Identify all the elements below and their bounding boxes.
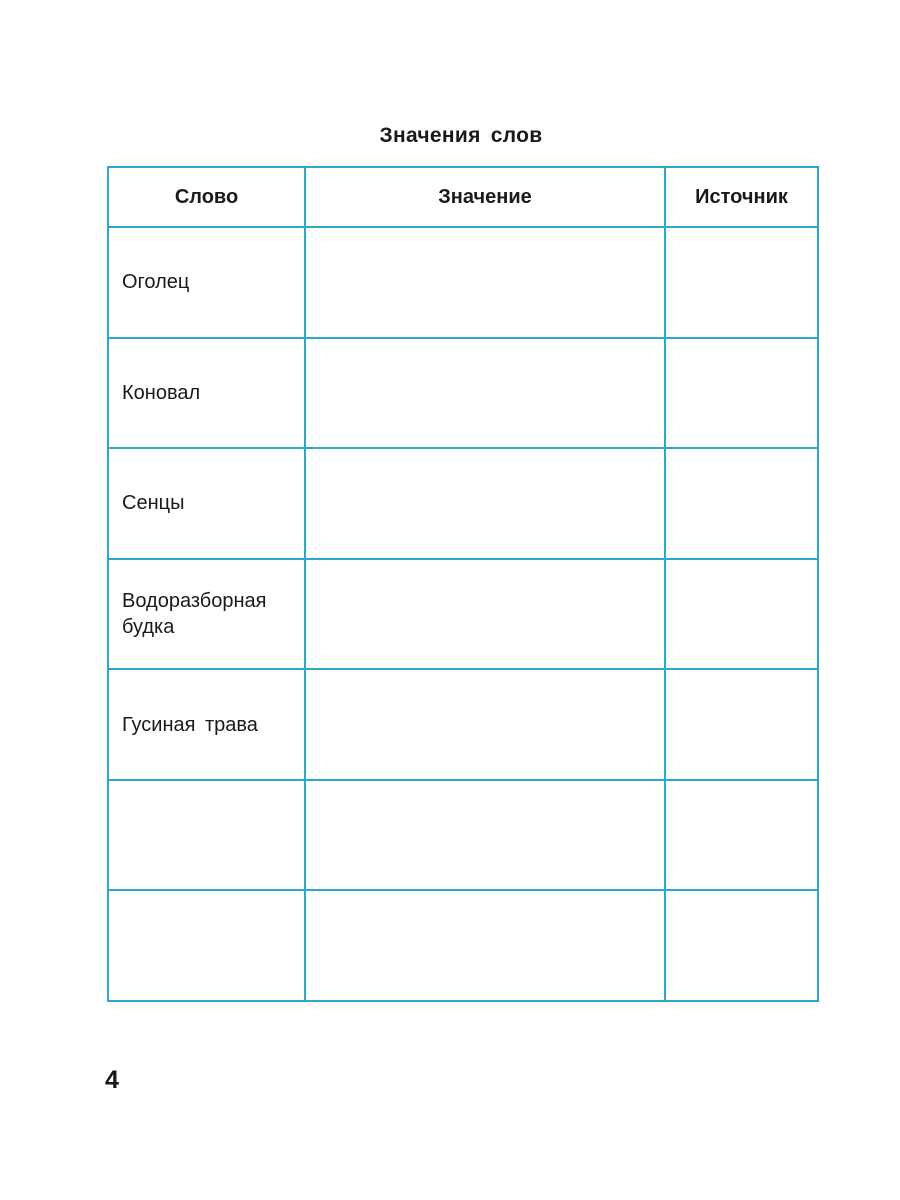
meaning-cell[interactable] bbox=[305, 448, 665, 559]
source-cell[interactable] bbox=[665, 559, 818, 670]
table-row bbox=[108, 338, 818, 449]
meaning-cell[interactable] bbox=[305, 227, 665, 338]
word-cell[interactable] bbox=[108, 780, 305, 891]
word-cell: Коновал bbox=[108, 338, 305, 449]
word-cell: Сенцы bbox=[108, 448, 305, 559]
source-cell[interactable] bbox=[665, 780, 818, 891]
table-row bbox=[108, 890, 818, 1001]
table-row bbox=[108, 780, 818, 891]
meaning-cell[interactable] bbox=[305, 669, 665, 780]
word-cell: Оголец bbox=[108, 227, 305, 338]
word-cell: Водоразборная будка bbox=[108, 559, 305, 670]
column-header-word: Слово bbox=[108, 167, 305, 227]
page-number: 4 bbox=[105, 1066, 119, 1094]
source-cell[interactable] bbox=[665, 669, 818, 780]
table-row bbox=[108, 227, 818, 338]
meaning-cell[interactable] bbox=[305, 890, 665, 1001]
source-cell[interactable] bbox=[665, 338, 818, 449]
meaning-cell[interactable] bbox=[305, 338, 665, 449]
table-row bbox=[108, 448, 818, 559]
word-cell[interactable] bbox=[108, 890, 305, 1001]
table-row bbox=[108, 669, 818, 780]
source-cell[interactable] bbox=[665, 227, 818, 338]
page-title: Значения слов bbox=[379, 124, 543, 147]
source-cell[interactable] bbox=[665, 448, 818, 559]
table-row bbox=[108, 559, 818, 670]
source-cell[interactable] bbox=[665, 890, 818, 1001]
table-header-row bbox=[108, 167, 818, 227]
meaning-cell[interactable] bbox=[305, 780, 665, 891]
word-meanings-table bbox=[107, 166, 819, 1002]
column-header-meaning: Значение bbox=[305, 167, 665, 227]
meaning-cell[interactable] bbox=[305, 559, 665, 670]
column-header-source: Источник bbox=[665, 167, 818, 227]
word-cell: Гусиная трава bbox=[108, 669, 305, 780]
